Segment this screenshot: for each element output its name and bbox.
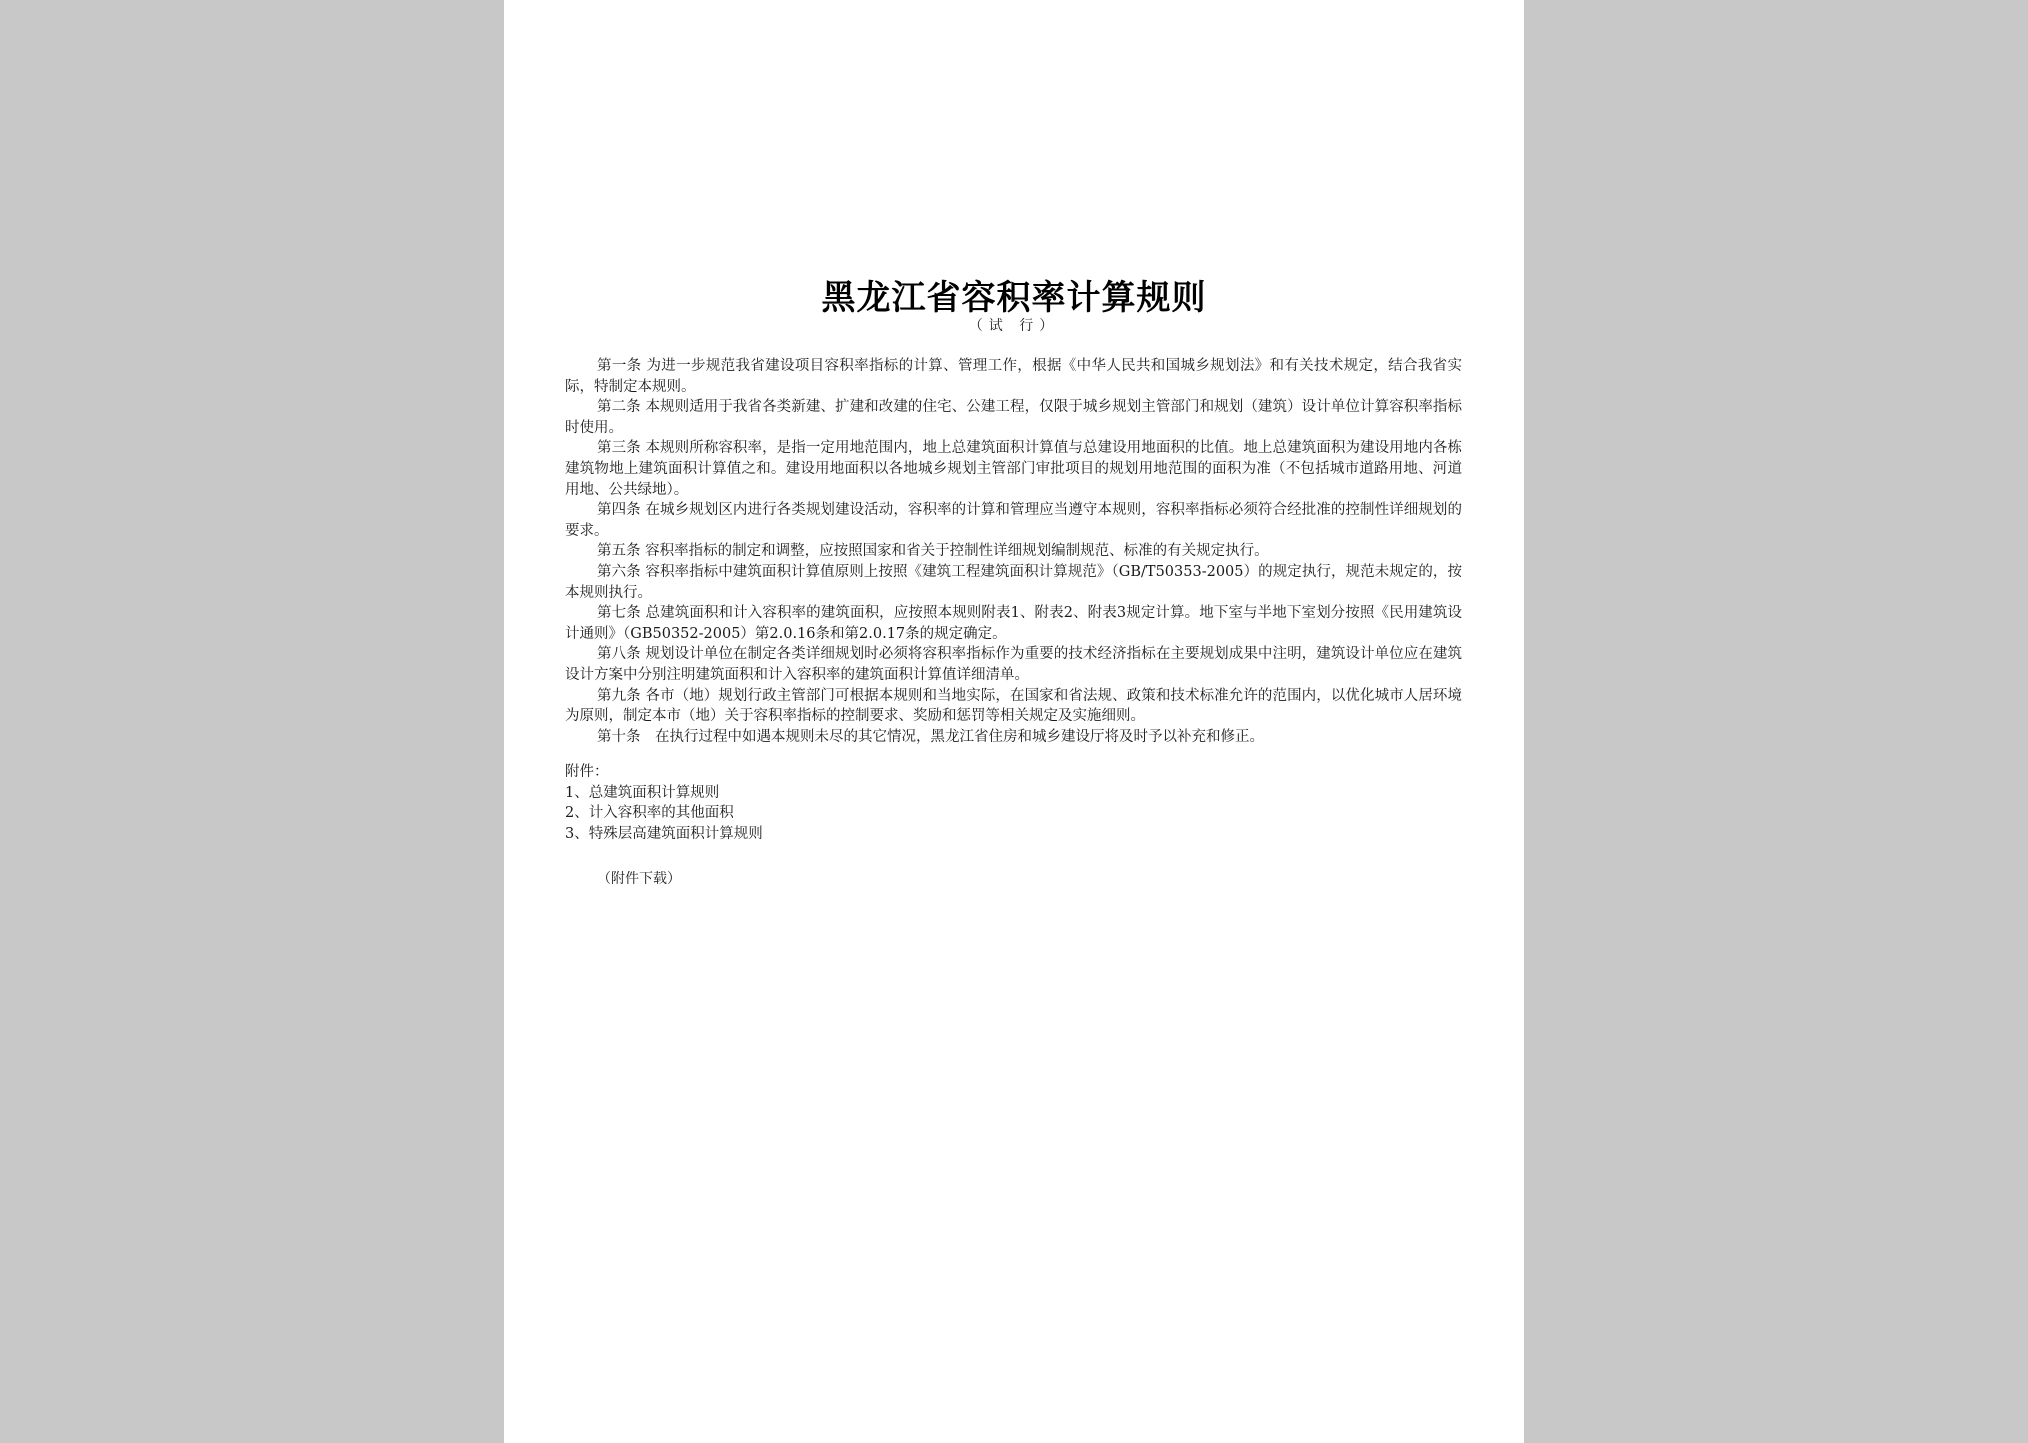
attachment-download-link[interactable]: （附件下载） (597, 871, 681, 887)
article-6: 第六条 容积率指标中建筑面积计算值原则上按照《建筑工程建筑面积计算规范》（GB/T50353-2005）的规定执行，规范未规定的，按本规则执行。 (565, 563, 1462, 601)
article-7: 第七条 总建筑面积和计入容积率的建筑面积，应按照本规则附表1、附表2、附表3规定计算。地下室与半地下室划分按照《民用建筑设计通则》（GB50352-2005）第2.0.16条和第2.0.17条的规定确定。 (565, 605, 1462, 642)
document-subtitle: （试 行） (968, 318, 1060, 334)
document-title: 黑龙江省容积率计算规则 (821, 278, 1207, 318)
article-1: 第一条 为进一步规范我省建设项目容积率指标的计算、管理工作，根据《中华人民共和国城乡规划法》和有关技术规定，结合我省实际，特制定本规则。 (565, 358, 1462, 395)
article-9: 第九条 各市（地）规划行政主管部门可根据本规则和当地实际，在国家和省法规、政策和技术标准允许的范围内，以优化城市人居环境为原则，制定本市（地）关于容积率指标的控制要求、奖励和惩罚等相关规定及实施细则。 (565, 687, 1462, 725)
article-8: 第八条 规划设计单位在制定各类详细规划时必须将容积率指标作为重要的技术经济指标在主要规划成果中注明，建筑设计单位应在建筑设计方案中分别注明建筑面积和计入容积率的建筑面积计算值详细清单。 (565, 646, 1462, 683)
article-3: 第三条 本规则所称容积率，是指一定用地范围内，地上总建筑面积计算值与总建设用地面积的比值。地上总建筑面积为建设用地内各栋建筑物地上建筑面积计算值之和。建设用地面积以各地城乡规划主管部门审批项目的规划用地范围的面积为准（不包括城市道路用地、河道用地、公共绿地）。 (565, 440, 1462, 498)
document-page (504, 0, 1524, 1443)
article-5: 第五条 容积率指标的制定和调整，应按照国家和省关于控制性详细规划编制规范、标准的有关规定执行。 (597, 543, 1269, 560)
article-4: 第四条 在城乡规划区内进行各类规划建设活动，容积率的计算和管理应当遵守本规则，容积率指标必须符合经批准的控制性详细规划的要求。 (565, 502, 1462, 539)
attachment-item-1: 1、总建筑面积计算规则 (565, 784, 720, 801)
article-10: 第十条 在执行过程中如遇本规则未尽的其它情况，黑龙江省住房和城乡建设厅将及时予以补充和修正。 (597, 728, 1264, 745)
attachments-list (565, 762, 1165, 844)
article-2: 第二条 本规则适用于我省各类新建、扩建和改建的住宅、公建工程，仅限于城乡规划主管部门和规划（建筑）设计单位计算容积率指标时使用。 (565, 399, 1462, 436)
articles-body (565, 356, 1462, 747)
attachment-item-2: 2、计入容积率的其他面积 (565, 805, 734, 822)
attachments-heading: 附件： (565, 764, 609, 780)
attachment-item-3: 3、特殊层高建筑面积计算规则 (565, 825, 763, 842)
